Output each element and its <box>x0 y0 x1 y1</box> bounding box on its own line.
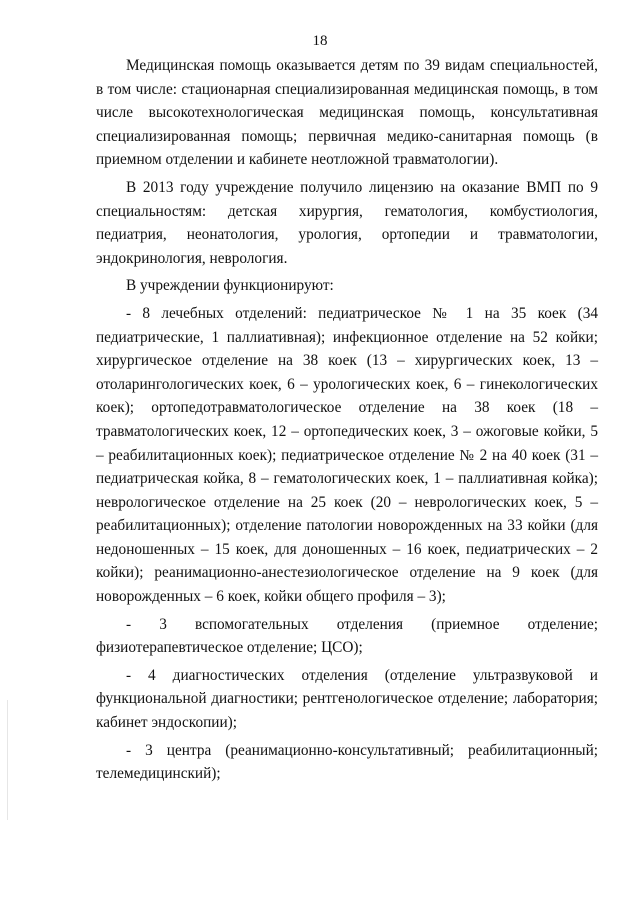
paragraph-medical-care-types: Медицинская помощь оказывается детям по 39 видам специальностей, в том числе: стационарная специализированная медицинская помощь, в том числе высокотехнологическая медицинская помощь, консультативная специализированная помощь; первичная медико-санитарная помощь (в приемном отделении и кабинете неотложной травматологии). <box>96 57 598 169</box>
document-body <box>96 54 598 786</box>
paragraph-auxiliary-departments: - 3 вспомогательных отделения (приемное отделение; физиотерапевтическое отделение; ЦСО); <box>96 615 598 657</box>
paragraph-centers: - 3 центра (реанимационно-консультативный; реабилитационный; телемедицинский); <box>96 741 598 783</box>
paragraph-license-2013: В 2013 году учреждение получило лицензию на оказание ВМП по 9 специальностям: детская хирургия, гематология, комбустиология, педиатрия, неонатология, урология, ортопедии и травматологии, эндокринология, неврология. <box>96 178 598 267</box>
paragraph-treatment-departments: - 8 лечебных отделений: педиатрическое № 1 на 35 коек (34 педиатрические, 1 паллиативная); инфекционное отделение на 52 койки; хирургическое отделение на 38 коек (13 – хирургических коек, 13 – отоларингологических коек, 6 – урологических коек, 6 – гинекологических коек); ортопедотравматологическое отделение на 38 коек (18 – травматологических коек, 12 – ортопедических коек, 3 – ожоговые койки, 5 – реабилитационных коек); педиатрическое отделение № 2 на 40 коек (31 – педиатрическая койка, 8 – гематологических коек, 1 – паллиативная койка); неврологическое отделение на 25 коек (20 – неврологических коек, 5 – реабилитационных); отделение патологии новорожденных на 33 койки (для недоношенных – 15 коек, для доношенных – 16 коек, педиатрических – 2 койки); реанимационно-анестезиологическое отделение на 9 коек (для новорожденных – 6 коек, койки общего профиля – 3); <box>96 304 598 606</box>
scan-margin-mark <box>7 700 8 820</box>
paragraph-diagnostic-departments: - 4 диагностических отделения (отделение ультразвуковой и функциональной диагностики; рентгенологическое отделение; лаборатория; кабинет эндоскопии); <box>96 666 598 732</box>
page-number: 18 <box>312 33 328 49</box>
paragraph-functioning-units-heading: В учреждении функционируют: <box>126 277 334 295</box>
